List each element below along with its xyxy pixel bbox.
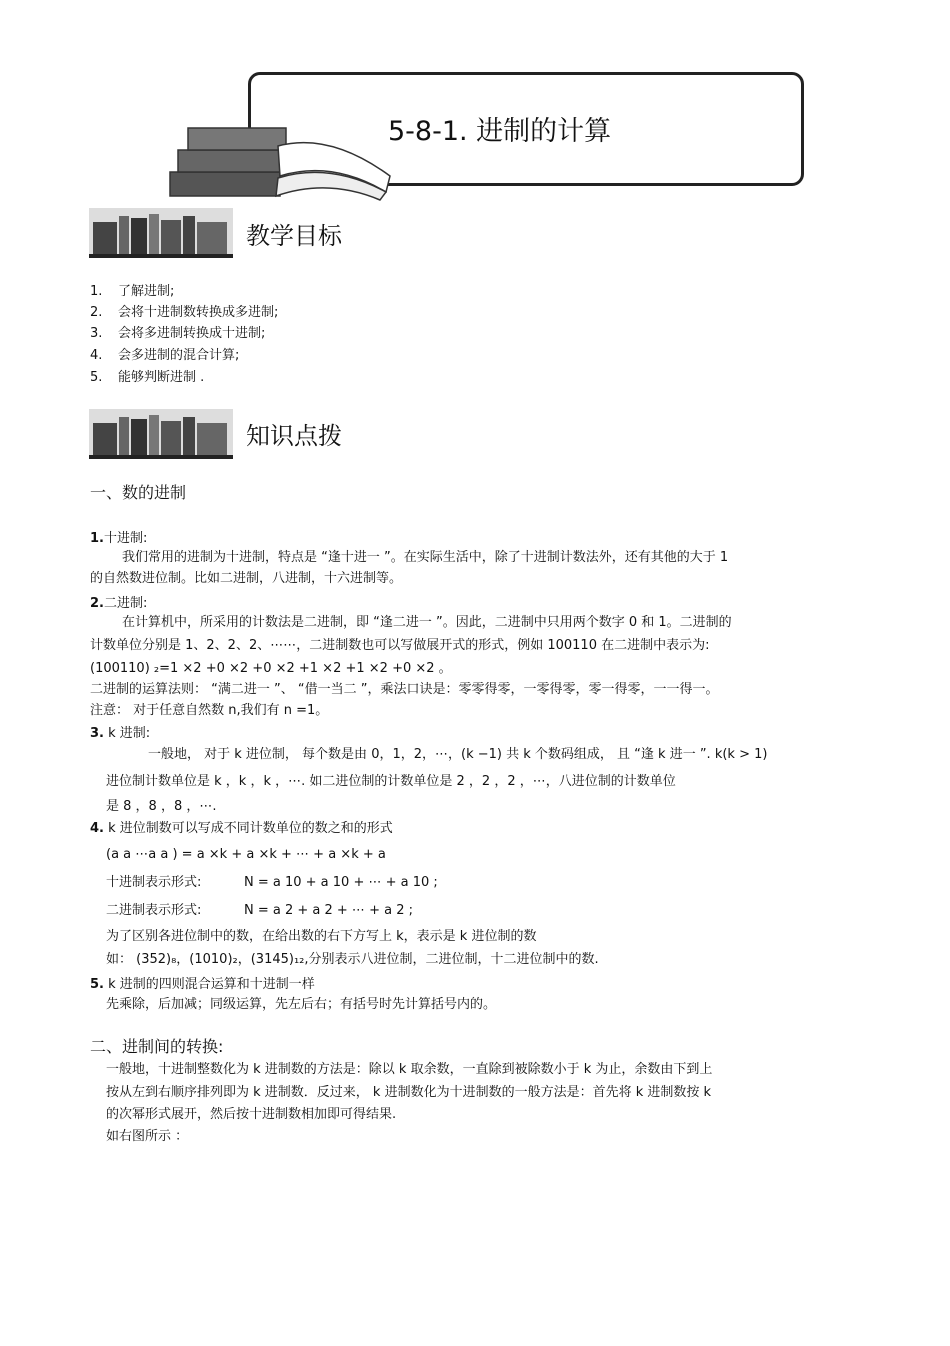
list-item: 1. 了解进制; bbox=[90, 284, 175, 299]
paragraph-line: 计数单位分别是 1、2、2、2、⋯⋯，二进制数也可以写做展开式的形式，例如 100110 在二进制中表示为: bbox=[90, 638, 710, 653]
section-heading-knowledge: 知识点拨 bbox=[246, 422, 342, 450]
paragraph-line: 一般地， 对于 k 进位制， 每个数是由 0，1，2，⋯，(k −1) 共 k 个数码组成， 且 “逢 k 进一 ”. k(k > 1) bbox=[148, 747, 768, 762]
paragraph-line: 进位制计数单位是 k ，k ，k ，⋯. 如二进位制的计数单位是 2 ，2 ，2 ，⋯，八进位制的计数单位 bbox=[106, 774, 676, 789]
bookshelf-icon bbox=[89, 409, 233, 459]
formula-line: (100110) ₂=1 ×2 +0 ×2 +0 ×2 +1 ×2 +1 ×2 +0 ×2 。 bbox=[90, 661, 452, 676]
paragraph-line: 先乘除，后加减；同级运算，先左后右；有括号时先计算括号内的。 bbox=[106, 997, 497, 1012]
paragraph-line: 一般地，十进制整数化为 k 进制数的方法是：除以 k 取余数，一直除到被除数小于 k 为止，余数由下到上 bbox=[106, 1062, 713, 1077]
item-heading: 2.二进制: bbox=[90, 596, 148, 611]
part-title-conversion: 二、进制间的转换: bbox=[90, 1037, 224, 1056]
formula-line: N = a 2 + a 2 + ⋯ + a 2 ; bbox=[244, 903, 413, 918]
item-heading: 1.十进制: bbox=[90, 531, 148, 546]
paragraph-line: 如： (352)₈，(1010)₂，(3145)₁₂,分别表示八进位制，二进位制，十二进位制中的数. bbox=[106, 952, 599, 967]
paragraph-line: 二进制的运算法则： “满二进一 ”、 “借一当二 ”，乘法口诀是：零零得零，一零得零，零一得零，一一得一。 bbox=[90, 682, 719, 697]
paragraph-line: 我们常用的进制为十进制，特点是 “逢十进一 ”。在实际生活中，除了十进制计数法外，还有其他的大于 1 bbox=[122, 550, 729, 565]
paragraph-line: 按从左到右顺序排列即为 k 进制数．反过来， k 进制数化为十进制数的一般方法是：首先将 k 进制数按 k bbox=[106, 1085, 712, 1100]
formula-line: N = a 10 + a 10 + ⋯ + a 10 ; bbox=[244, 875, 438, 890]
formula-label: 二进制表示形式: bbox=[106, 903, 202, 918]
item-heading: 5. k 进制的四则混合运算和十进制一样 bbox=[90, 977, 315, 992]
paragraph-line: 注意： 对于任意自然数 n,我们有 n =1。 bbox=[90, 703, 329, 718]
item-heading: 4. k 进位制数可以写成不同计数单位的数之和的形式 bbox=[90, 821, 393, 836]
paragraph-line: 如右图所示 ： bbox=[106, 1129, 189, 1144]
paragraph-line: 的自然数进位制。比如二进制，八进制，十六进制等。 bbox=[90, 571, 403, 586]
books-illustration bbox=[160, 120, 400, 210]
paragraph-line: 在计算机中，所采用的计数法是二进制，即 “逢二进一 ”。因此，二进制中只用两个数字 0 和 1。二进制的 bbox=[122, 615, 732, 630]
list-item: 4. 会多进制的混合计算; bbox=[90, 348, 240, 363]
bookshelf-icon bbox=[89, 208, 233, 258]
list-item: 5. 能够判断进制 . bbox=[90, 370, 205, 385]
page-title: 5-8-1. 进制的计算 bbox=[388, 116, 612, 147]
paragraph-line: 的次幂形式展开，然后按十进制数相加即可得结果. bbox=[106, 1107, 397, 1122]
section-heading-objectives: 教学目标 bbox=[246, 222, 342, 250]
formula-label: 十进制表示形式: bbox=[106, 875, 202, 890]
item-heading: 3. k 进制: bbox=[90, 726, 151, 741]
paragraph-line: 是 8 ，8 ，8 ，⋯. bbox=[106, 799, 217, 814]
part-title-number-bases: 一、数的进制 bbox=[90, 483, 187, 502]
list-item: 3. 会将多进制转换成十进制; bbox=[90, 326, 266, 341]
list-item: 2. 会将十进制数转换成多进制; bbox=[90, 305, 279, 320]
formula-line: (a a ⋯a a ) = a ×k + a ×k + ⋯ + a ×k + a bbox=[106, 847, 386, 862]
paragraph-line: 为了区别各进位制中的数，在给出数的右下方写上 k，表示是 k 进位制的数 bbox=[106, 929, 537, 944]
